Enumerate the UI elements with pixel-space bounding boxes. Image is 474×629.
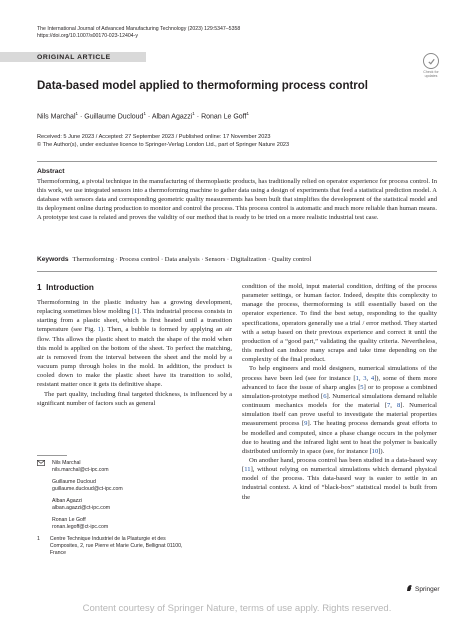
abstract-heading: Abstract — [37, 168, 65, 175]
springer-horse-icon — [406, 584, 413, 594]
copyright-line: © The Author(s), under exclusive licence to Springer-Verlag London Ltd., part of Springer Nature 2023 — [37, 142, 290, 148]
keywords-label: Keywords — [37, 256, 69, 263]
paragraph: To help engineers and mold designers, numerical simulations of the process have been led (see for instance [1, 3, 4]), some of them more advanced to face the issue of sharp angles [5] or to propose a combined simulation-prototype method [6]. Numerical simulations demand reliable continuum mechanics models for the material [7, 8]. Numerical simulation itself can prove useful to investigate the material properties measurement process [9]. The heating process demands great efforts to be modelled and computed, since a phase change occurs in the polymer due to heating and the infrared light sent to heat the polymer is basically distributed uniformly in space (see, for instance [10]). — [242, 365, 438, 455]
footnotes — [37, 460, 232, 557]
citation-link[interactable]: 6 — [323, 392, 327, 400]
author-footnote-name: Guillaume Ducloud — [52, 479, 96, 485]
divider — [37, 161, 437, 162]
paper-title: Data-based model applied to thermoforming process control — [37, 80, 368, 92]
email-link[interactable]: alban.agazzi@ct-ipc.com — [52, 505, 111, 511]
author-name[interactable]: Ronan Le Goff — [201, 113, 247, 121]
check-updates-icon — [423, 53, 439, 69]
citation-link[interactable]: 1 — [133, 308, 138, 316]
publisher-name: Springer — [415, 585, 440, 593]
citation-link[interactable]: 9 — [304, 420, 308, 428]
check-for-updates-badge[interactable] — [420, 53, 442, 78]
affiliation-number: 1 — [37, 536, 40, 542]
author-footnote-name: Alban Agazzi — [52, 498, 82, 504]
keywords — [37, 256, 437, 263]
paragraph: On another hand, process control has been studied in a data-based way [11], without relying on numerical simulations which demand physical model of the process. This data-based way is easier to settle in an industrial context. A kind of “black-box” statistical model is built from the — [242, 456, 437, 501]
author-aff: 1 — [75, 111, 79, 116]
author-footnote-name: Ronan Le Goff — [52, 517, 86, 523]
citation-link[interactable]: 8 — [396, 402, 401, 410]
right-column — [242, 282, 437, 502]
divider — [37, 271, 437, 272]
citation-link[interactable]: 11 — [244, 466, 251, 474]
email-link[interactable]: nils.marchal@ct-ipc.com — [52, 467, 109, 473]
author-aff: 1 — [246, 111, 249, 116]
email-link[interactable]: guillaume.ducloud@ct-ipc.com — [52, 486, 123, 492]
paragraph: The part quality, including final targeted thickness, is influenced by a significant number of factors such as general — [37, 390, 232, 407]
left-column — [37, 298, 232, 408]
badge-line2: updates — [424, 74, 438, 79]
publisher-logo — [406, 584, 440, 594]
paragraph: Thermoforming in the plastic industry has a growing development, replacing sometimes blow molding [1]. This industrial process consists in starting from a plastic sheet, which is first heated until a transition temperature (see Fig. 1). Then, a bubble is formed by applying an air flow. This allows the plastic sheet to match the shape of the mold when this mold is applied on the bottom of the sheet. To perfect the matching, air is removed from the interval between the sheet and the mold by a vacuum pump through holes in the mold. In addition, the product is cooled down to make the plastic sheet have its transition to solid, resistant matter once it gets its definitive shape. — [37, 299, 232, 389]
citation-link[interactable]: 5 — [360, 383, 364, 391]
badge-line1: Check for — [423, 70, 439, 74]
author-name[interactable]: Guillaume Ducloud — [84, 113, 144, 121]
citation-link[interactable]: 10 — [371, 447, 379, 455]
email-link[interactable]: ronan.legoff@ct-ipc.com — [52, 524, 109, 530]
corresponding-author: Nils Marchal — [52, 460, 81, 466]
figure-link[interactable]: 1 — [97, 326, 102, 334]
author-separator: · — [79, 113, 83, 121]
citation-link[interactable]: 1 — [355, 374, 359, 382]
envelope-icon — [37, 460, 45, 531]
keywords-text: Thermoforming · Process control · Data analysis · Sensors · Digitalization · Quality control — [72, 256, 312, 263]
doi-link[interactable]: https://doi.org/10.1007/s00170-023-12404-y — [37, 33, 138, 39]
citation-link[interactable]: 3 — [363, 374, 367, 382]
author-aff: 1 — [192, 111, 195, 116]
citation-link[interactable]: 7 — [386, 402, 391, 410]
article-type: ORIGINAL ARTICLE — [37, 53, 111, 61]
citation-link[interactable]: 4 — [370, 374, 375, 382]
dates-line: Received: 5 June 2023 / Accepted: 27 September 2023 / Published online: 17 November 2023 — [37, 134, 271, 140]
section-number: 1 — [37, 283, 42, 292]
author-name[interactable]: Nils Marchal — [37, 113, 76, 121]
abstract-text: Thermoforming, a pivotal technique in the manufacturing of thermoplastic products, has traditionally relied on operator experience for process control. In this work, we use integrated sensors into a thermoforming machine to gather data using a design of experiments that feed a statistical prediction model. A database with sensors data and corresponding geometric quality measurements has been built that simplifies the development of the statistical model and its deployment online during production to monitor and control the process. This process control is automatic and much more reliable than human means. A prototype test case is related and proves the validity of our method that is ready to be tried on a more realistic industrial test case. — [37, 178, 437, 221]
author-separator: · — [196, 113, 200, 121]
paragraph: condition of the mold, input material condition, drifting of the process parameter settings, or human factor. Indeed, despite this complexity to manage the process, thermoforming is still essentially based on the operator experience. To find the best setup, responding to the quality specifications, operators generally use a trial / error method. They started with a setup based on their previous experience and correct it until the production of a “good part,” validating the quality criteria. Nevertheless, this method can induce many scraps and take time depending on the complexity of the final product. — [242, 283, 437, 364]
journal-line: The International Journal of Advanced Manufacturing Technology (2023) 129:5347–5358 — [37, 26, 241, 32]
author-name[interactable]: Alban Agazzi — [151, 113, 193, 121]
section-title: Introduction — [46, 283, 94, 292]
publication-dates — [37, 133, 289, 149]
content-credit: Content courtesy of Springer Nature, terms of use apply. Rights reserved. — [82, 603, 392, 614]
affiliation: Centre Technique Industriel de la Plasturgie et des Composites, 2, rue Pierre et Marie Curie, Bellignat 01100, France — [49, 536, 183, 556]
author-separator: · — [147, 113, 151, 121]
footnote-rule — [37, 455, 67, 456]
section-heading — [37, 283, 94, 292]
author-aff: 1 — [143, 111, 146, 116]
author-list — [37, 111, 249, 120]
